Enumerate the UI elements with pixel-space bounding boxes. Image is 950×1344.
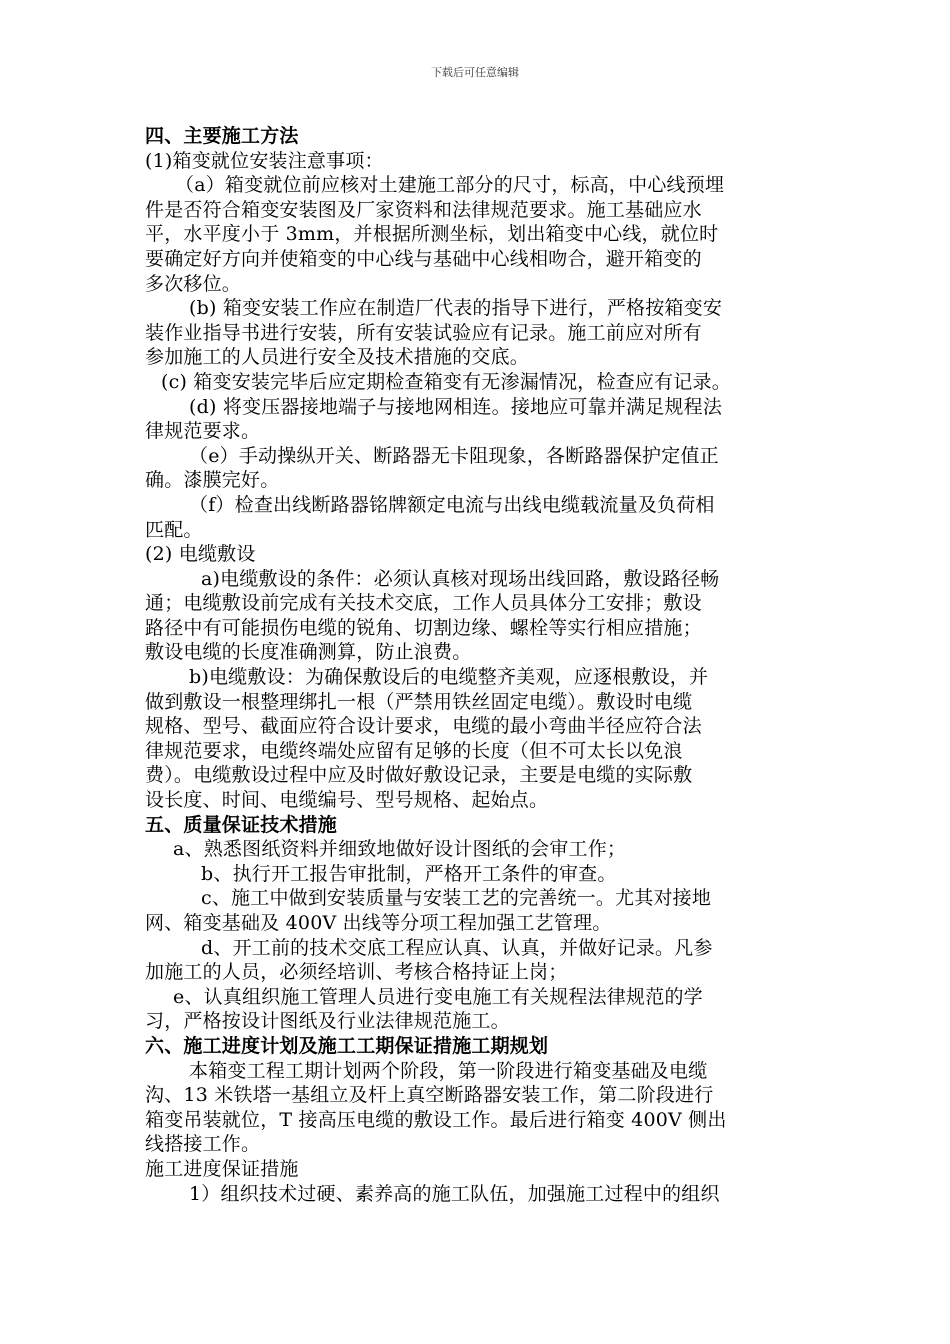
text-line: 确。漆膜完好。: [145, 469, 280, 492]
text-line: 1）组织技术过硬、素养高的施工队伍，加强施工过程中的组织: [189, 1182, 720, 1205]
section-heading: 六、施工进度计划及施工工期保证措施工期规划: [145, 1034, 549, 1057]
text-line: 路径中有可能损伤电缆的锐角、切割边缘、螺栓等实行相应措施；: [145, 616, 702, 639]
text-line: (1)箱变就位安装注意事项：: [145, 149, 384, 172]
text-line: (d) 将变压器接地端子与接地网相连。接地应可靠并满足规程法: [189, 395, 723, 418]
text-line: 做到敷设一根整理绑扎一根（严禁用铁丝固定电缆）。敷设时电缆: [145, 690, 693, 713]
text-line: 线搭接工作。: [145, 1133, 261, 1156]
text-line: 加施工的人员，必须经培训、考核合格持证上岗；: [145, 961, 568, 984]
text-line: 设长度、时间、电缆编号、型号规格、起始点。: [145, 789, 549, 812]
text-line: （f）检查出线断路器铭牌额定电流与出线电缆载流量及负荷相: [189, 493, 715, 516]
text-line: (c) 箱变安装完毕后应定期检查箱变有无渗漏情况，检查应有记录。: [161, 370, 731, 393]
text-line: 通；电缆敷设前完成有关技术交底，工作人员具体分工安排；敷设: [145, 592, 702, 615]
text-line: 施工进度保证措施: [145, 1157, 299, 1180]
text-line: a)电缆敷设的条件：必须认真核对现场出线回路，敷设路径畅: [201, 567, 720, 590]
text-line: 要确定好方向并使箱变的中心线与基础中心线相吻合，避开箱变的: [145, 247, 702, 270]
text-line: （e）手动操纵开关、断路器无卡阻现象，各断路器保护定值正: [189, 444, 719, 467]
header-note: 下载后可任意编辑: [431, 66, 519, 79]
text-line: c、施工中做到安装质量与安装工艺的完善统一。尤其对接地: [201, 887, 712, 910]
text-line: d、开工前的技术交底工程应认真、认真，并做好记录。凡参: [201, 936, 713, 959]
text-line: （a）箱变就位前应核对土建施工部分的尺寸，标高，中心线预埋: [175, 174, 725, 197]
text-line: 平，水平度小于 3mm，并根据所测坐标，划出箱变中心线，就位时: [145, 223, 719, 246]
text-line: 箱变吊装就位，T 接高压电缆的敷设工作。最后进行箱变 400V 侧出: [145, 1108, 727, 1131]
text-line: 习，严格按设计图纸及行业法律规范施工。: [145, 1010, 510, 1033]
text-line: (b) 箱变安装工作应在制造厂代表的指导下进行，严格按箱变安: [189, 297, 723, 320]
text-line: (2) 电缆敷设: [145, 543, 256, 566]
text-line: b)电缆敷设：为确保敷设后的电缆整齐美观，应逐根敷设，并: [189, 666, 709, 689]
text-line: a、熟悉图纸资料并细致地做好设计图纸的会审工作；: [173, 838, 627, 861]
text-line: 律规范要求。: [145, 420, 261, 443]
text-line: 参加施工的人员进行安全及技术措施的交底。: [145, 346, 530, 369]
text-line: e、认真组织施工管理人员进行变电施工有关规程法律规范的学: [173, 985, 703, 1008]
section-heading: 五、质量保证技术措施: [145, 813, 338, 836]
document-body: [145, 124, 807, 1206]
text-line: 费）。电缆敷设过程中应及时做好敷设记录，主要是电缆的实际敷: [145, 764, 693, 787]
text-line: 敷设电缆的长度准确测算，防止浪费。: [145, 641, 472, 664]
text-line: 网、箱变基础及 400V 出线等分项工程加强工艺管理。: [145, 912, 612, 934]
text-line: 多次移位。: [145, 272, 242, 295]
section-heading: 四、主要施工方法: [145, 125, 299, 147]
text-line: b、执行开工报告审批制，严格开工条件的审查。: [201, 862, 617, 885]
text-line: 本箱变工程工期计划两个阶段，第一阶段进行箱变基础及电缆: [189, 1059, 708, 1082]
text-line: 件是否符合箱变安装图及厂家资料和法律规范要求。施工基础应水: [145, 198, 702, 221]
text-line: 沟、13 米铁塔一基组立及杆上真空断路器安装工作，第二阶段进行: [145, 1084, 714, 1107]
text-line: 装作业指导书进行安装，所有安装试验应有记录。施工前应对所有: [145, 321, 702, 344]
text-line: 律规范要求，电缆终端处应留有足够的长度（但不可太长以免浪: [145, 739, 683, 762]
text-line: 匹配。: [145, 518, 203, 541]
text-line: 规格、型号、截面应符合设计要求，电缆的最小弯曲半径应符合法: [145, 715, 702, 738]
